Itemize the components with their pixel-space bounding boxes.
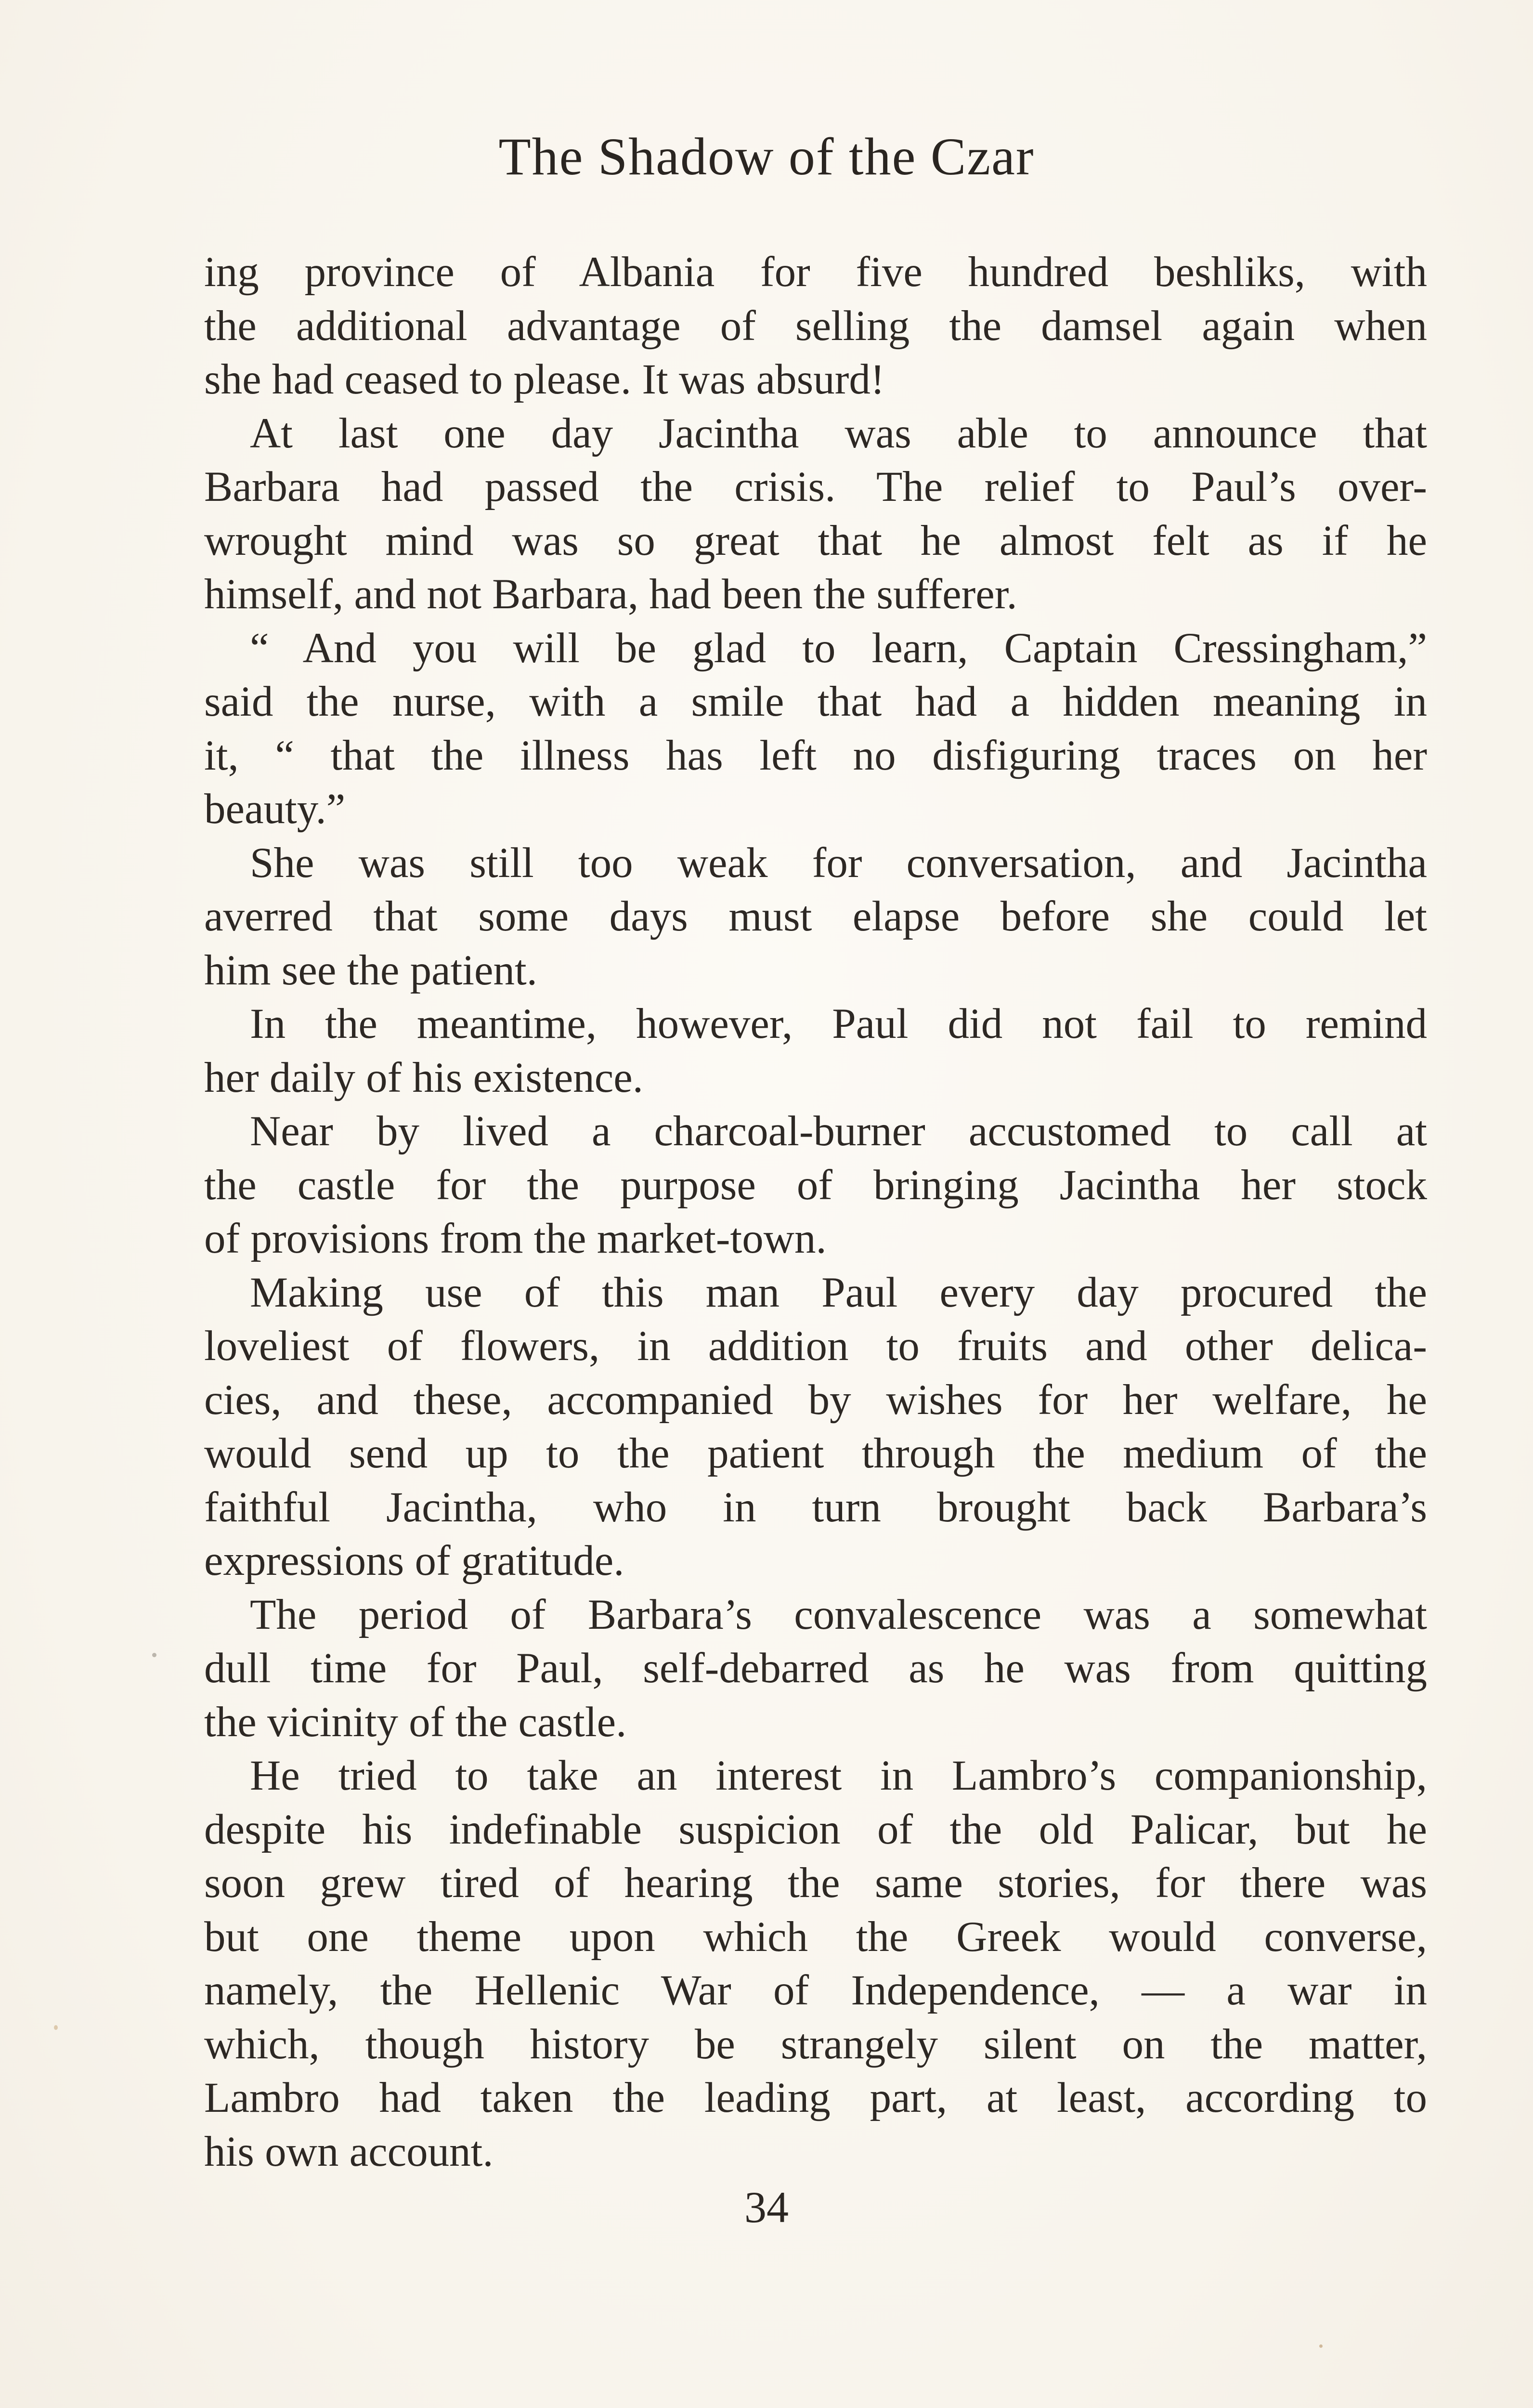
text-line: would send up to the patient through the medium of the xyxy=(204,1430,1427,1477)
print-speck xyxy=(54,2025,58,2030)
text-line: Barbara had passed the crisis. The relief to Paul’s over- xyxy=(204,463,1427,510)
text-line: but one theme upon which the Greek would converse, xyxy=(204,1913,1427,1961)
text-line: him see the patient. xyxy=(204,946,538,994)
text-line: said the nurse, with a smile that had a hidden meaning in xyxy=(204,678,1427,725)
text-line: her daily of his existence. xyxy=(204,1054,643,1101)
text-line: He tried to take an interest in Lambro’s companionship, xyxy=(250,1752,1427,1799)
text-line: Making use of this man Paul every day procured the xyxy=(250,1269,1427,1316)
text-line: wrought mind was so great that he almost felt as if he xyxy=(204,517,1427,564)
page-number: 34 xyxy=(744,2183,789,2232)
text-line: the vicinity of the castle. xyxy=(204,1698,627,1746)
text-line: cies, and these, accompanied by wishes for her welfare, he xyxy=(204,1376,1427,1424)
text-line: beauty.” xyxy=(204,785,346,833)
text-line: Lambro had taken the leading part, at least, according to xyxy=(204,2074,1427,2121)
text-line: Near by lived a charcoal-burner accustomed to call at xyxy=(250,1108,1427,1155)
body-text xyxy=(204,246,1427,2179)
text-line: faithful Jacintha, who in turn brought back Barbara’s xyxy=(204,1483,1427,1531)
text-line: of provisions from the market-town. xyxy=(204,1215,827,1262)
print-speck xyxy=(1319,2344,1323,2348)
text-line: averred that some days must elapse before she could let xyxy=(204,893,1427,940)
text-line: namely, the Hellenic War of Independence, — a war in xyxy=(204,1967,1427,2014)
text-line: soon grew tired of hearing the same stories, for there was xyxy=(204,1859,1427,1907)
text-line: The period of Barbara’s convalescence was a somewhat xyxy=(250,1591,1427,1638)
text-line: the additional advantage of selling the damsel again when xyxy=(204,302,1427,350)
print-speck xyxy=(152,1653,156,1657)
text-line: ing province of Albania for five hundred beshliks, with xyxy=(204,249,1427,296)
text-line: At last one day Jacintha was able to announce that xyxy=(250,409,1427,457)
text-line: the castle for the purpose of bringing Jacintha her stock xyxy=(204,1161,1427,1209)
text-line: she had ceased to please. It was absurd! xyxy=(204,356,885,403)
text-line: In the meantime, however, Paul did not fail to remind xyxy=(250,1000,1427,1047)
text-line: expressions of gratitude. xyxy=(204,1537,624,1584)
text-line: despite his indefinable suspicion of the old Palicar, but he xyxy=(204,1806,1427,1853)
text-line: dull time for Paul, self-debarred as he was from quitting xyxy=(204,1645,1427,1692)
text-line: himself, and not Barbara, had been the sufferer. xyxy=(204,571,1017,618)
text-line: it, “ that the illness has left no disfiguring traces on her xyxy=(204,732,1427,779)
text-line: “ And you will be glad to learn, Captain Cressingham,” xyxy=(250,624,1427,672)
text-line: which, though history be strangely silent on the matter, xyxy=(204,2020,1427,2068)
text-line: She was still too weak for conversation, and Jacintha xyxy=(250,839,1427,887)
text-line: his own account. xyxy=(204,2128,494,2175)
text-line: loveliest of flowers, in addition to fruits and other delica- xyxy=(204,1322,1427,1370)
running-head: The Shadow of the Czar xyxy=(498,127,1035,186)
